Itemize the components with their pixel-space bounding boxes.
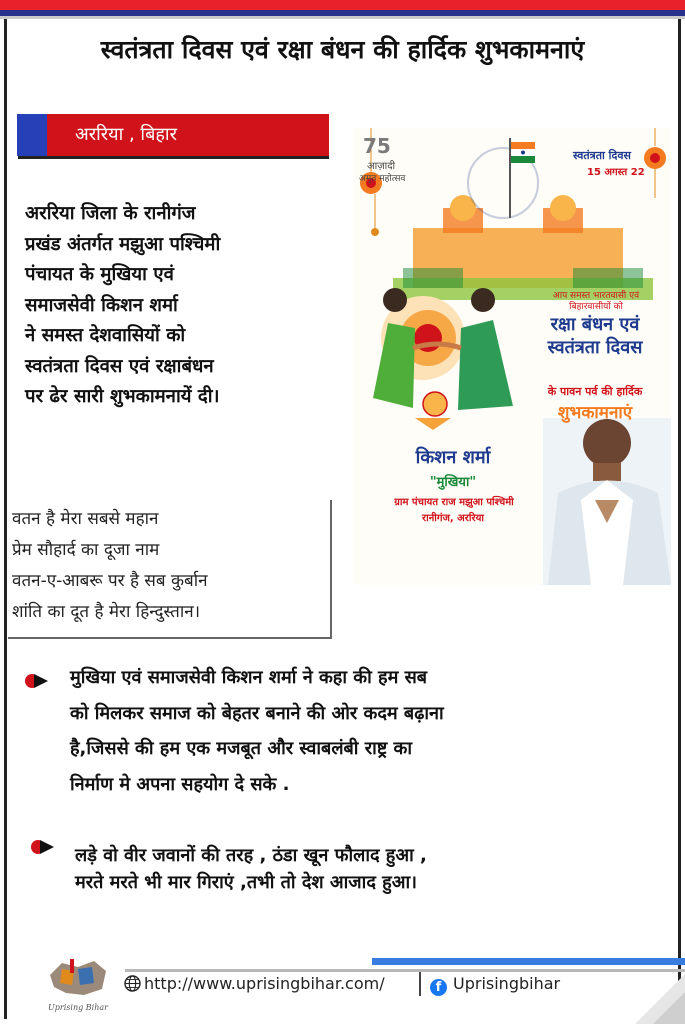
badge-date: 15 अगस्त 22 (587, 167, 645, 178)
person-title: "मुखिया" (429, 475, 477, 490)
poem-line: प्रेम सौहार्द का दूजा नाम (12, 540, 160, 560)
facebook-icon: f (430, 979, 447, 996)
statement-line: को मिलकर समाज को बेहतर बनाने की ओर कदम बढ़ाना (70, 702, 444, 724)
bullet-arrow-icon (22, 671, 52, 691)
location-banner (17, 114, 329, 156)
person-photo (543, 418, 671, 585)
verse-line: मरते मरते भी मार गिराएं ,तभी तो देश आजाद हुआ। (75, 872, 417, 893)
azadi-logo-line2: अमृत महोत्सव (359, 174, 406, 184)
verse-line: लड़े वो वीर जवानों की तरह , ठंडा खून फौलाद हुआ , (75, 845, 427, 866)
page-title: स्वतंत्रता दिवस एवं रक्षा बंधन की हार्दिक शुभकामनाएं (100, 35, 585, 64)
website-link[interactable] (124, 974, 385, 993)
facebook-handle: Uprisingbihar (453, 974, 561, 993)
intro-line: पर ढेर सारी शुभकामनायें दी। (25, 386, 220, 407)
poster-headline1: रक्षा बंधन एवं (550, 314, 640, 335)
greeting-line2: बिहारवासीयों को (569, 302, 623, 312)
top-grey-stripe (0, 16, 685, 19)
intro-line: समाजसेवी किशन शर्मा (25, 294, 178, 316)
footer-corner-decoration (615, 974, 685, 1024)
greeting-poster (353, 128, 671, 585)
top-red-stripe (0, 0, 685, 10)
logo-caption: Uprising Bihar (48, 1003, 108, 1012)
location-underline (18, 156, 329, 159)
globe-icon (124, 975, 141, 992)
footer-grey-line (125, 969, 685, 972)
person-role: ग्राम पंचायत राज मझुआ पश्चिमी (394, 497, 514, 508)
person-name: किशन शर्मा (415, 447, 491, 468)
intro-line: स्वतंत्रता दिवस एवं रक्षाबंधन (25, 355, 214, 377)
azadi-logo-line1: आज़ादी (367, 161, 396, 172)
location-banner-blue-block (17, 114, 47, 156)
footer-separator (419, 972, 421, 996)
statement-line: है,जिससे की हम एक मजबूत और स्वाबलंबी राष्ट्र का (70, 738, 413, 759)
facebook-link[interactable] (430, 974, 560, 996)
footer-blue-line (372, 958, 685, 965)
statement-line: मुखिया एवं समाजसेवी किशन शर्मा ने कहा की हम सब (70, 667, 428, 688)
left-frame-border (4, 19, 7, 1019)
intro-line: पंचायत के मुखिया एवं (25, 264, 174, 285)
bullet-arrow-icon (28, 837, 58, 857)
location-label: अररिया , बिहार (75, 124, 177, 145)
statement-line: निर्माण मे अपना सहयोग दे सके . (70, 773, 290, 795)
poem-line: वतन है मेरा सबसे महान (12, 509, 159, 529)
verse (75, 842, 427, 896)
person-place: रानीगंज, अररिया (422, 513, 484, 524)
poster-occasion: के पावन पर्व की हार्दिक (547, 385, 643, 398)
azadi-logo-number: 75 (363, 134, 391, 158)
uprising-bihar-logo (44, 955, 112, 1015)
intro-line: प्रखंड अंतर्गत मझुआ पश्चिमी (25, 233, 221, 255)
badge-title: स्वतंत्रता दिवस (573, 149, 631, 162)
poster-wishes: शुभकामनाएं (557, 403, 633, 423)
poem-line: शांति का दूत है मेरा हिन्दुस्तान। (12, 602, 201, 622)
statement-paragraph (70, 660, 658, 802)
intro-line: अररिया जिला के रानीगंज (25, 203, 196, 224)
poem-line: वतन-ए-आबरू पर है सब कुर्बान (12, 571, 208, 591)
right-frame-border (678, 19, 681, 1019)
poster-headline2: स्वतंत्रता दिवस (547, 337, 643, 358)
website-url-text: http://www.uprisingbihar.com/ (144, 974, 385, 993)
intro-line: ने समस्त देशवासियों को (25, 325, 186, 346)
intro-paragraph (25, 199, 345, 413)
greeting-line1: आप समस्त भारतवासी एवं (552, 291, 640, 301)
poem (12, 504, 208, 628)
bihar-map-logo-icon (44, 955, 112, 1003)
